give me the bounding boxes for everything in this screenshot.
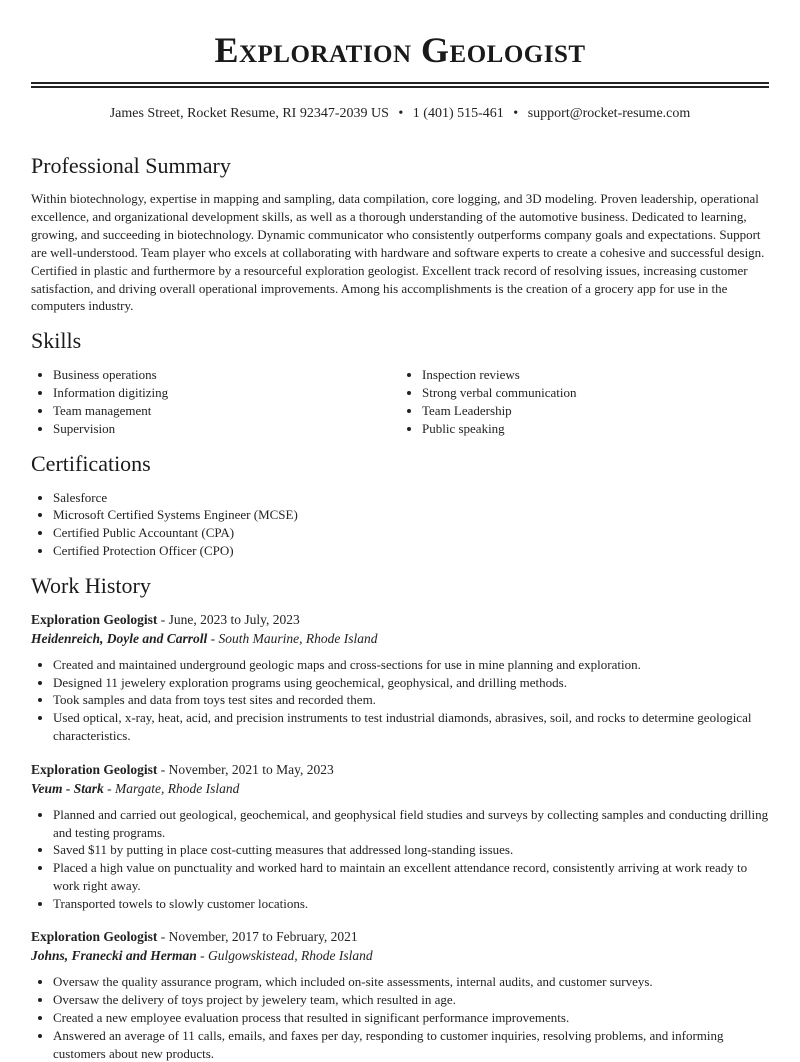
- job-employer: Veum - Stark: [31, 780, 104, 796]
- skills-heading: Skills: [31, 328, 82, 354]
- job-bullet: • Placed a high value on punctuality and worked hard to maintain an excellent attendance record, consistently arriving at work ready to work right away.: [53, 859, 769, 895]
- job-bullet: • Oversaw the delivery of toys project by jewelery team, which resulted in age.: [53, 991, 769, 1009]
- job-title: Exploration Geologist: [31, 929, 158, 945]
- job-dates: June, 2023 to July, 2023: [168, 611, 300, 627]
- header-divider-bottom: [31, 86, 769, 88]
- skills-list-left: [31, 366, 400, 437]
- contact-email: support@rocket-resume.com: [527, 106, 691, 121]
- certification-item: • Microsoft Certified Systems Engineer (MCSE): [53, 506, 769, 524]
- job-bullet: • Took samples and data from toys test sites and recorded them.: [53, 691, 769, 709]
- skill-item: • Strong verbal communication: [422, 384, 769, 402]
- job-dates: November, 2021 to May, 2023: [168, 761, 334, 777]
- job-bullets: [31, 806, 769, 913]
- job-title-line: Exploration Geologist - November, 2021 to May, 2023: [31, 761, 334, 777]
- header-divider-top: [31, 82, 769, 84]
- job-title-line: Exploration Geologist - November, 2017 to February, 2021: [31, 929, 358, 945]
- certification-item: • Certified Protection Officer (CPO): [53, 542, 769, 560]
- job-bullet: • Planned and carried out geological, geochemical, and geophysical field studies and surveys by collecting samples and conducting drilling and testing programs.: [53, 806, 769, 842]
- certification-item: • Salesforce: [53, 489, 769, 507]
- work-history-heading: Work History: [31, 572, 151, 598]
- skill-item: • Public speaking: [422, 420, 769, 438]
- contact-separator: •: [513, 106, 519, 121]
- skill-item: • Inspection reviews: [422, 366, 769, 384]
- job-bullets: [31, 973, 769, 1062]
- job-employer-line: Johns, Franecki and Herman - Gulgowskistead, Rhode Island: [31, 948, 373, 964]
- skill-item: • Team management: [53, 402, 400, 420]
- job-bullet: • Created a new employee evaluation process that resulted in significant performance improvements.: [53, 1009, 769, 1027]
- job-title: Exploration Geologist: [31, 761, 158, 777]
- skill-item: • Business operations: [53, 366, 400, 384]
- skills-columns: [31, 366, 769, 437]
- summary-heading: Professional Summary: [31, 153, 231, 178]
- job-employer-line: Heidenreich, Doyle and Carroll - South Maurine, Rhode Island: [31, 630, 378, 646]
- job-bullet: • Oversaw the quality assurance program, which included on-site assessments, internal audits, and customer surveys.: [53, 973, 769, 991]
- job-employer: Heidenreich, Doyle and Carroll: [31, 630, 208, 646]
- resume-title: Exploration Geologist: [214, 30, 586, 70]
- skill-item: • Supervision: [53, 420, 400, 438]
- summary-text: Within biotechnology, expertise in mapping and sampling, data compilation, core logging, and 3D modeling. Proven leadership, operational excellence, and organizational development skills, as well as a thorough understanding of the automotive business. Dedicated to learning, growing, and succeeding in biotechnology. Dynamic communicator who consistently outperforms company goals and expectations. Support are well-understood. Team player who excels at collaborating with hardware and software experts to create a cohesive and successful design. Certified in plastic and furthermore by a resourceful exploration geologist. Excellent track record of resolving issues, increasing customer satisfaction, and driving overall operational improvements. Among his accomplishments is the creation of a grocery app for use in the computers industry.: [31, 191, 765, 314]
- job-title-line: Exploration Geologist - June, 2023 to July, 2023: [31, 611, 300, 627]
- certifications-heading: Certifications: [31, 450, 151, 476]
- job-bullet: • Used optical, x-ray, heat, acid, and precision instruments to test industrial diamonds, abrasives, soil, and rocks to determine geological characteristics.: [53, 709, 769, 745]
- job-location: South Maurine, Rhode Island: [218, 630, 378, 646]
- job-entry: [31, 927, 769, 1062]
- job-bullet: • Designed 11 jewelery exploration programs using geochemical, geophysical, and drilling methods.: [53, 674, 769, 692]
- skill-item: • Team Leadership: [422, 402, 769, 420]
- job-bullets: [31, 656, 769, 745]
- job-bullet: • Saved $11 by putting in place cost-cutting measures that addressed long-standing issues.: [53, 841, 769, 859]
- contact-separator: •: [398, 106, 404, 121]
- job-entry: [31, 610, 769, 745]
- job-location: Gulgowskistead, Rhode Island: [208, 948, 373, 964]
- job-location: Margate, Rhode Island: [115, 780, 240, 796]
- contact-phone: 1 (401) 515-461: [412, 106, 504, 121]
- job-entry: [31, 760, 769, 913]
- certification-item: • Certified Public Accountant (CPA): [53, 524, 769, 542]
- job-title: Exploration Geologist: [31, 611, 158, 627]
- job-bullet: • Transported towels to slowly customer locations.: [53, 895, 769, 913]
- skills-list-right: [400, 366, 769, 437]
- certifications-list: [31, 489, 769, 560]
- job-employer-line: Veum - Stark - Margate, Rhode Island: [31, 780, 240, 796]
- job-employer: Johns, Franecki and Herman: [31, 948, 197, 964]
- job-bullet: • Created and maintained underground geologic maps and cross-sections for use in mine planning and exploration.: [53, 656, 769, 674]
- contact-address: James Street, Rocket Resume, RI 92347-2039 US: [109, 106, 389, 121]
- skill-item: • Information digitizing: [53, 384, 400, 402]
- job-dates: November, 2017 to February, 2021: [168, 929, 358, 945]
- job-bullet: • Answered an average of 11 calls, emails, and faxes per day, responding to customer inquiries, resolving problems, and informing customers about new products.: [53, 1027, 769, 1062]
- contact-line: [31, 104, 769, 124]
